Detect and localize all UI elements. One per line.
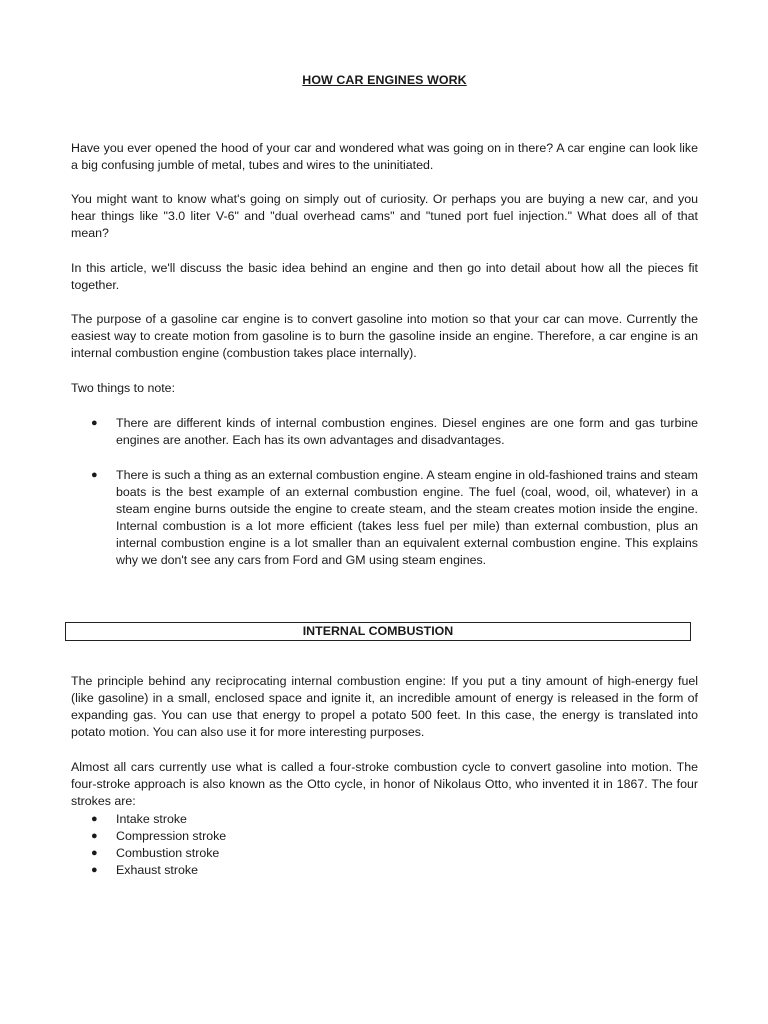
intro-paragraph-1: Have you ever opened the hood of your car and wondered what was going on in there? A car engine can look like a big confusing jumble of metal, tubes and wires to the uninitiated.	[71, 141, 698, 172]
stroke-label: Exhaust stroke	[116, 863, 198, 877]
section-paragraph-1: The principle behind any reciprocating internal combustion engine: If you put a tiny amount of high-energy fuel (like gasoline) in a small, enclosed space and ignite it, an incredible amount of energy is released in the form of expanding gas. You can use that energy to propel a potato 500 feet. In this case, the energy is translated into potato motion. You can also use it for more interesting purposes.	[71, 674, 698, 739]
notes-list-continued	[71, 467, 698, 569]
section-paragraph-2: Almost all cars currently use what is called a four-stroke combustion cycle to convert gasoline into motion. The four-stroke approach is also known as the Otto cycle, in honor of Nikolaus Otto, who invented it in 1867. The four strokes are:	[71, 760, 698, 808]
bullet-icon: ●	[91, 417, 98, 429]
bullet-icon: ●	[91, 830, 98, 842]
bullet-icon: ●	[91, 469, 98, 481]
stroke-label: Combustion stroke	[116, 846, 220, 860]
intro-paragraph-2: You might want to know what's going on simply out of curiosity. Or perhaps you are buying a new car, and you hear things like "3.0 liter V-6" and "dual overhead cams" and "tuned port fuel injection." What does all of that mean?	[71, 192, 698, 240]
note-text: There are different kinds of internal combustion engines. Diesel engines are one form and gas turbine engines are another. Each has its own advantages and disadvantages.	[116, 416, 698, 447]
note-text: There is such a thing as an external combustion engine. A steam engine in old-fashioned trains and steam boats is the best example of an external combustion engine. The fuel (coal, wood, oil, whatever) in a steam engine burns outside the engine to create steam, and the steam creates motion inside the engine. Internal combustion is a lot more efficient (takes less fuel per mile) than external combustion, plus an internal combustion engine is a lot smaller than an equivalent external combustion engine. This explains why we don't see any cars from Ford and GM using steam engines.	[116, 468, 698, 567]
strokes-list	[71, 811, 698, 879]
list-item	[71, 828, 698, 845]
bullet-icon: ●	[91, 864, 98, 876]
list-item	[71, 467, 698, 569]
list-item	[71, 811, 698, 828]
stroke-label: Compression stroke	[116, 829, 227, 843]
list-item	[71, 415, 698, 449]
intro-paragraph-4: The purpose of a gasoline car engine is to convert gasoline into motion so that your car can move. Currently the easiest way to create motion from gasoline is to burn the gasoline inside an engine. Therefore, a car engine is an internal combustion engine (combustion takes place internally).	[71, 312, 698, 360]
intro-paragraph-3: In this article, we'll discuss the basic idea behind an engine and then go into detail about how all the pieces fit together.	[71, 261, 698, 292]
bullet-icon: ●	[91, 847, 98, 859]
notes-list	[71, 415, 698, 449]
stroke-label: Intake stroke	[116, 812, 187, 826]
document-title: HOW CAR ENGINES WORK	[302, 73, 467, 87]
notes-lead-in: Two things to note:	[71, 381, 176, 395]
list-item	[71, 845, 698, 862]
bullet-icon: ●	[91, 813, 98, 825]
section-heading-internal-combustion: INTERNAL COMBUSTION	[65, 622, 691, 641]
list-item	[71, 862, 698, 879]
